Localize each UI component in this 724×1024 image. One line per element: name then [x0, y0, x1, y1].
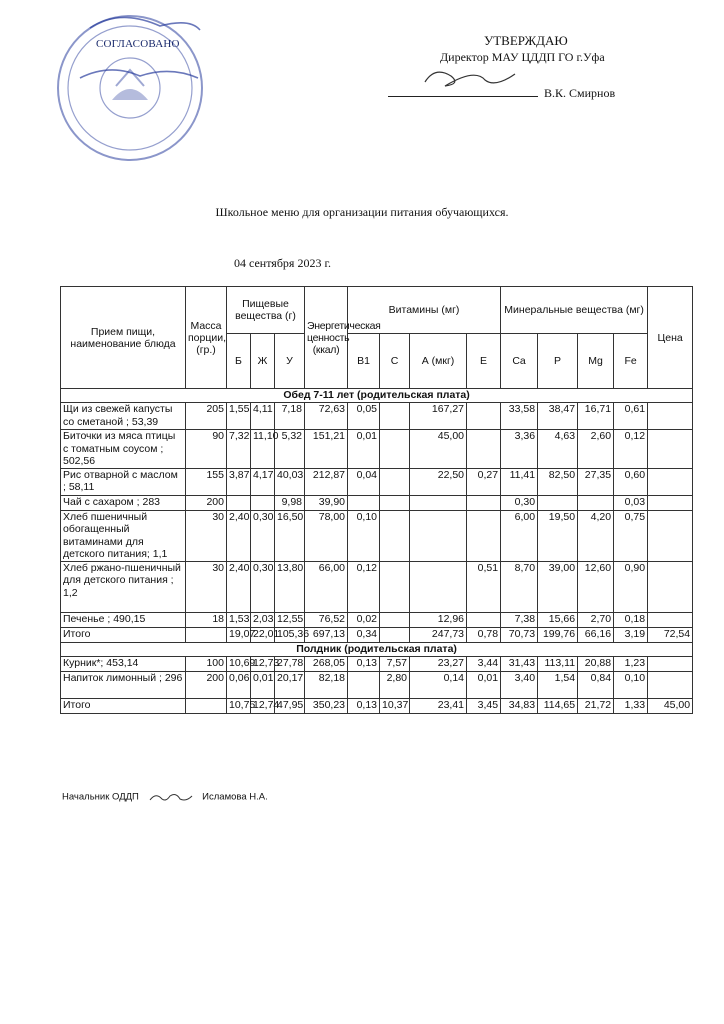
- cell-p: 4,63: [538, 430, 578, 469]
- round-stamp-icon: [50, 8, 210, 168]
- cell-b1: 0,01: [348, 430, 380, 469]
- cell-a: 247,73: [410, 627, 467, 642]
- cell-en: 82,18: [305, 671, 348, 698]
- cell-b1: 0,05: [348, 403, 380, 430]
- cell-name: Печенье ; 490,15: [61, 612, 186, 627]
- cell-en: 268,05: [305, 656, 348, 671]
- table-row: [61, 671, 693, 698]
- col-c: C: [380, 334, 410, 389]
- section-snack: [61, 642, 693, 656]
- cell-b1: 0,04: [348, 468, 380, 495]
- cell-b: 10,69: [227, 656, 251, 671]
- cell-price: 45,00: [648, 698, 693, 713]
- col-energy: Энергетическая ценность (ккал): [305, 287, 348, 389]
- cell-a: 12,96: [410, 612, 467, 627]
- cell-mg: 16,71: [578, 403, 614, 430]
- cell-c: 2,80: [380, 671, 410, 698]
- cell-mg: 4,20: [578, 510, 614, 561]
- table-row: [61, 510, 693, 561]
- col-a: А (мкг): [410, 334, 467, 389]
- cell-a: 45,00: [410, 430, 467, 469]
- cell-ca: 11,41: [501, 468, 538, 495]
- cell-b: 2,40: [227, 510, 251, 561]
- cell-en: 66,00: [305, 561, 348, 612]
- cell-en: 212,87: [305, 468, 348, 495]
- cell-u: 12,55: [275, 612, 305, 627]
- col-mg: Mg: [578, 334, 614, 389]
- cell-fe: 0,75: [614, 510, 648, 561]
- cell-name: Биточки из мяса птицы с томатным соусом ; 502,56: [61, 430, 186, 469]
- cell-p: 114,65: [538, 698, 578, 713]
- cell-zh: 0,01: [251, 671, 275, 698]
- cell-en: 76,52: [305, 612, 348, 627]
- cell-mass: 90: [186, 430, 227, 469]
- cell-b: 19,07: [227, 627, 251, 642]
- cell-e: [467, 510, 501, 561]
- cell-zh: 0,30: [251, 561, 275, 612]
- cell-ca: 34,83: [501, 698, 538, 713]
- cell-ca: 7,38: [501, 612, 538, 627]
- cell-a: 22,50: [410, 468, 467, 495]
- cell-a: [410, 495, 467, 510]
- cell-price: [648, 430, 693, 469]
- cell-b1: 0,10: [348, 510, 380, 561]
- cell-name: Итого: [61, 627, 186, 642]
- cell-mg: 66,16: [578, 627, 614, 642]
- col-zh: Ж: [251, 334, 275, 389]
- cell-b1: 0,13: [348, 656, 380, 671]
- cell-u: 27,78: [275, 656, 305, 671]
- cell-mass: 200: [186, 671, 227, 698]
- section-lunch-label: Обед 7-11 лет (родительская плата): [61, 389, 693, 403]
- director-signature-icon: [415, 62, 525, 94]
- cell-mass: 30: [186, 510, 227, 561]
- cell-c: [380, 495, 410, 510]
- cell-zh: 12,73: [251, 656, 275, 671]
- section-lunch: [61, 389, 693, 403]
- cell-mg: 0,84: [578, 671, 614, 698]
- cell-u: 40,03: [275, 468, 305, 495]
- cell-en: 350,23: [305, 698, 348, 713]
- cell-u: 47,95: [275, 698, 305, 713]
- cell-u: 13,80: [275, 561, 305, 612]
- table-row: [61, 561, 693, 612]
- cell-name: Хлеб ржано-пшеничный для детского питания ; 1,2: [61, 561, 186, 612]
- cell-en: 72,63: [305, 403, 348, 430]
- cell-p: 82,50: [538, 468, 578, 495]
- cell-p: 38,47: [538, 403, 578, 430]
- cell-fe: 0,12: [614, 430, 648, 469]
- cell-b: 0,06: [227, 671, 251, 698]
- cell-c: 10,37: [380, 698, 410, 713]
- approve-name: В.К. Смирнов: [544, 86, 616, 100]
- cell-b: [227, 495, 251, 510]
- col-p: P: [538, 334, 578, 389]
- cell-zh: 2,03: [251, 612, 275, 627]
- cell-name: Хлеб пшеничный обогащенный витаминами для детского питания; 1,1: [61, 510, 186, 561]
- cell-ca: 3,36: [501, 430, 538, 469]
- cell-fe: 0,03: [614, 495, 648, 510]
- menu-title: Школьное меню для организации питания обучающихся.: [215, 205, 509, 219]
- cell-p: 15,66: [538, 612, 578, 627]
- cell-price: [648, 510, 693, 561]
- cell-fe: 1,23: [614, 656, 648, 671]
- col-ca: Ca: [501, 334, 538, 389]
- cell-mass: 18: [186, 612, 227, 627]
- cell-e: 0,27: [467, 468, 501, 495]
- cell-p: 199,76: [538, 627, 578, 642]
- col-minerals: Минеральные вещества (мг): [501, 287, 648, 334]
- cell-price: [648, 495, 693, 510]
- cell-mg: [578, 495, 614, 510]
- menu-date: 04 сентября 2023 г.: [234, 256, 332, 270]
- cell-en: 151,21: [305, 430, 348, 469]
- cell-e: 3,45: [467, 698, 501, 713]
- cell-b: 10,75: [227, 698, 251, 713]
- cell-b: 1,53: [227, 612, 251, 627]
- cell-mass: 205: [186, 403, 227, 430]
- cell-mg: 2,70: [578, 612, 614, 627]
- cell-b1: [348, 671, 380, 698]
- cell-fe: 0,10: [614, 671, 648, 698]
- cell-p: 113,11: [538, 656, 578, 671]
- footer: [62, 790, 268, 804]
- section-snack-label: Полдник (родительская плата): [61, 642, 693, 656]
- cell-name: Курник*; 453,14: [61, 656, 186, 671]
- col-mass: Масса порции, (гр.): [186, 287, 227, 389]
- cell-a: 167,27: [410, 403, 467, 430]
- cell-b: 3,87: [227, 468, 251, 495]
- cell-zh: 4,11: [251, 403, 275, 430]
- cell-b: 1,55: [227, 403, 251, 430]
- cell-fe: 1,33: [614, 698, 648, 713]
- cell-mass: 30: [186, 561, 227, 612]
- cell-e: 0,78: [467, 627, 501, 642]
- col-price: Цена: [648, 287, 693, 389]
- cell-c: [380, 561, 410, 612]
- cell-u: 105,36: [275, 627, 305, 642]
- cell-u: 9,98: [275, 495, 305, 510]
- cell-name: Щи из свежей капусты со сметаной ; 53,39: [61, 403, 186, 430]
- cell-fe: 0,61: [614, 403, 648, 430]
- cell-e: 3,44: [467, 656, 501, 671]
- cell-mass: 200: [186, 495, 227, 510]
- cell-en: 39,90: [305, 495, 348, 510]
- col-b1: B1: [348, 334, 380, 389]
- head-signature-icon: [146, 790, 196, 804]
- cell-en: 697,13: [305, 627, 348, 642]
- cell-price: [648, 656, 693, 671]
- table-row: [61, 403, 693, 430]
- cell-price: [648, 612, 693, 627]
- cell-ca: 8,70: [501, 561, 538, 612]
- cell-price: [648, 671, 693, 698]
- cell-b: 7,32: [227, 430, 251, 469]
- cell-price: [648, 561, 693, 612]
- cell-zh: 0,30: [251, 510, 275, 561]
- cell-u: 7,18: [275, 403, 305, 430]
- cell-c: [380, 627, 410, 642]
- menu-table: [60, 286, 693, 714]
- cell-b1: 0,02: [348, 612, 380, 627]
- cell-price: 72,54: [648, 627, 693, 642]
- col-fe: Fe: [614, 334, 648, 389]
- cell-c: [380, 612, 410, 627]
- agreed-label: СОГЛАСОВАНО: [96, 38, 180, 50]
- cell-name: Рис отварной с маслом ; 58,11: [61, 468, 186, 495]
- cell-p: 1,54: [538, 671, 578, 698]
- cell-price: [648, 403, 693, 430]
- cell-mg: 12,60: [578, 561, 614, 612]
- cell-a: [410, 510, 467, 561]
- col-b: Б: [227, 334, 251, 389]
- cell-ca: 31,43: [501, 656, 538, 671]
- cell-c: 7,57: [380, 656, 410, 671]
- cell-p: 19,50: [538, 510, 578, 561]
- cell-c: [380, 510, 410, 561]
- signature-line: [388, 96, 538, 97]
- cell-zh: 12,74: [251, 698, 275, 713]
- col-vitamins: Витамины (мг): [348, 287, 501, 334]
- col-u: У: [275, 334, 305, 389]
- cell-e: [467, 612, 501, 627]
- cell-u: 20,17: [275, 671, 305, 698]
- table-row: [61, 430, 693, 469]
- cell-e: [467, 495, 501, 510]
- cell-mass: 155: [186, 468, 227, 495]
- cell-c: [380, 430, 410, 469]
- cell-u: 5,32: [275, 430, 305, 469]
- cell-mg: 2,60: [578, 430, 614, 469]
- cell-a: [410, 561, 467, 612]
- cell-ca: 6,00: [501, 510, 538, 561]
- cell-zh: [251, 495, 275, 510]
- cell-zh: 4,17: [251, 468, 275, 495]
- cell-u: 16,50: [275, 510, 305, 561]
- cell-zh: 11,10: [251, 430, 275, 469]
- cell-b1: 0,34: [348, 627, 380, 642]
- cell-mass: [186, 698, 227, 713]
- cell-mass: 100: [186, 656, 227, 671]
- col-nutrients: Пищевые вещества (г): [227, 287, 305, 334]
- cell-b1: [348, 495, 380, 510]
- table-row: [61, 612, 693, 627]
- cell-price: [648, 468, 693, 495]
- cell-mass: [186, 627, 227, 642]
- cell-p: 39,00: [538, 561, 578, 612]
- col-e: Е: [467, 334, 501, 389]
- cell-a: 23,41: [410, 698, 467, 713]
- table-row: [61, 656, 693, 671]
- footer-position: Начальник ОДДП: [62, 791, 139, 803]
- cell-fe: 0,60: [614, 468, 648, 495]
- cell-e: [467, 430, 501, 469]
- approve-director: Директор МАУ ЦДДП ГО г.Уфа: [440, 50, 605, 64]
- cell-name: Итого: [61, 698, 186, 713]
- cell-c: [380, 403, 410, 430]
- cell-ca: 0,30: [501, 495, 538, 510]
- cell-en: 78,00: [305, 510, 348, 561]
- cell-name: Чай с сахаром ; 283: [61, 495, 186, 510]
- cell-fe: 0,18: [614, 612, 648, 627]
- cell-e: 0,51: [467, 561, 501, 612]
- cell-e: 0,01: [467, 671, 501, 698]
- approve-title: УТВЕРЖДАЮ: [484, 33, 568, 48]
- cell-a: 23,27: [410, 656, 467, 671]
- cell-name: Напиток лимонный ; 296: [61, 671, 186, 698]
- col-meal: Прием пищи, наименование блюда: [61, 287, 186, 389]
- cell-mg: 21,72: [578, 698, 614, 713]
- cell-c: [380, 468, 410, 495]
- total-row: [61, 698, 693, 713]
- cell-fe: 0,90: [614, 561, 648, 612]
- cell-a: 0,14: [410, 671, 467, 698]
- cell-ca: 3,40: [501, 671, 538, 698]
- cell-mg: 20,88: [578, 656, 614, 671]
- cell-b1: 0,13: [348, 698, 380, 713]
- cell-p: [538, 495, 578, 510]
- table-row: [61, 468, 693, 495]
- total-row: [61, 627, 693, 642]
- cell-b1: 0,12: [348, 561, 380, 612]
- cell-mg: 27,35: [578, 468, 614, 495]
- footer-name: Исламова Н.А.: [202, 791, 268, 803]
- cell-b: 2,40: [227, 561, 251, 612]
- cell-e: [467, 403, 501, 430]
- cell-ca: 70,73: [501, 627, 538, 642]
- cell-zh: 22,01: [251, 627, 275, 642]
- cell-fe: 3,19: [614, 627, 648, 642]
- cell-ca: 33,58: [501, 403, 538, 430]
- table-row: [61, 495, 693, 510]
